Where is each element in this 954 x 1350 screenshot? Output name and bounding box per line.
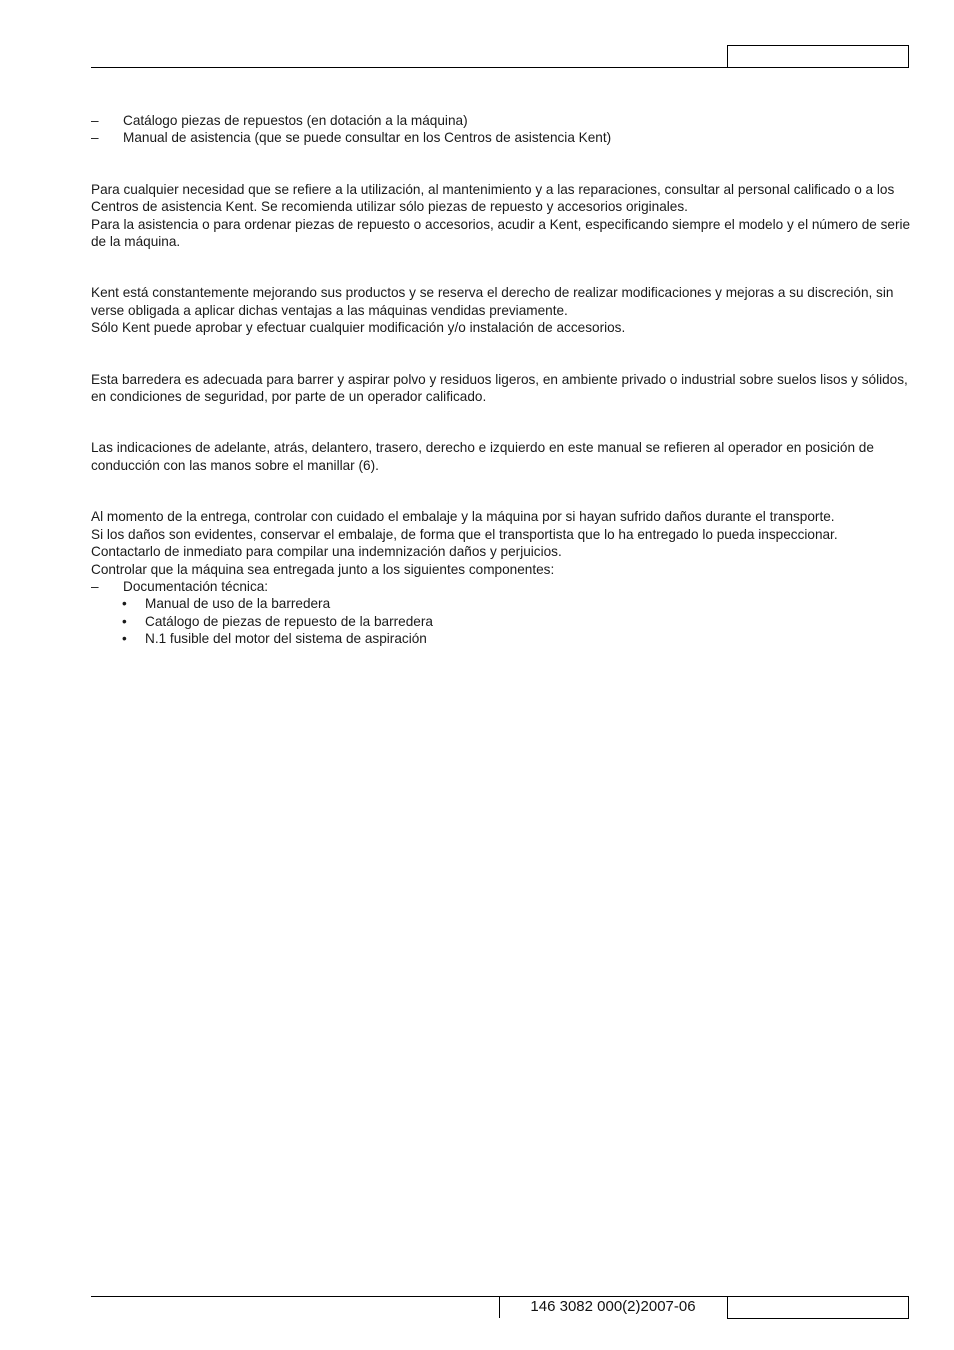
sub-list-item-text: Catálogo de piezas de repuesto de la barredera xyxy=(145,613,433,629)
list-item xyxy=(91,129,911,146)
paragraph: Controlar que la máquina sea entregada junto a los siguientes componentes: xyxy=(91,561,555,577)
bullet-marker: • xyxy=(122,631,127,647)
sub-list-item xyxy=(91,630,911,647)
document-code: 146 3082 000(2)2007-06 xyxy=(530,1298,696,1315)
sub-list-item xyxy=(91,595,911,612)
paragraph: Kent está constantemente mejorando sus productos y se reserva el derecho de realizar modificaciones y mejoras a su discreción, sin verse obligada a aplicar dichas ventajas a las máquinas vendidas previamente. xyxy=(91,285,894,318)
sub-list-item-text: Manual de uso de la barredera xyxy=(145,596,331,612)
dash-marker: – xyxy=(91,130,99,146)
intro-list xyxy=(91,112,911,147)
list-item xyxy=(91,112,911,129)
paragraph: Para la asistencia o para ordenar piezas de repuesto o accesorios, acudir a Kent, especificando siempre el modelo y el número de serie de la máquina. xyxy=(91,216,911,250)
sub-list-item xyxy=(91,613,911,630)
header-box xyxy=(727,45,909,68)
paragraph: Si los daños son evidentes, conservar el embalaje, de forma que el transportista que lo ha entregado lo pueda inspeccionar. xyxy=(91,526,838,542)
section-intended-use xyxy=(91,371,911,406)
sub-list-item-text: N.1 fusible del motor del sistema de aspiración xyxy=(145,631,427,647)
paragraph: Al momento de la entrega, controlar con cuidado el embalaje y la máquina por si hayan sufrido daños durante el transporte. xyxy=(91,509,835,525)
list-item xyxy=(91,578,911,595)
section-conventions xyxy=(91,439,911,474)
dash-marker: – xyxy=(91,113,99,128)
section-modifications xyxy=(91,284,911,336)
list-item-text: Manual de asistencia (que se puede consultar en los Centros de asistencia Kent) xyxy=(123,130,612,146)
section-delivery xyxy=(91,508,911,647)
paragraph: Contactarlo de inmediato para compilar una indemnización daños y perjuicios. xyxy=(91,544,562,560)
dash-marker: – xyxy=(91,578,99,594)
header-rule xyxy=(91,67,727,68)
footer-box xyxy=(727,1296,909,1319)
section-assistance xyxy=(91,181,911,251)
paragraph: Para cualquier necesidad que se refiere a la utilización, al mantenimiento y a las reparaciones, consultar al personal calificado o a los Centros de asistencia Kent. Se recomienda utilizar sólo piezas de repuesto y accesorios originales. xyxy=(91,181,895,215)
document-body xyxy=(91,112,911,648)
paragraph: Las indicaciones de adelante, atrás, delantero, trasero, derecho e izquierdo en este manual se refieren al operador en posición de conducción con las manos sobre el manillar (6). xyxy=(91,440,874,473)
paragraph: Sólo Kent puede aprobar y efectuar cualquier modificación y/o instalación de accesorios. xyxy=(91,320,626,336)
paragraph: Esta barredera es adecuada para barrer y aspirar polvo y residuos ligeros, en ambiente privado o industrial sobre suelos lisos y sólidos, en condiciones de seguridad, por parte de un operador calificado. xyxy=(91,371,908,405)
bullet-marker: • xyxy=(122,613,127,629)
list-item-text: Documentación técnica: xyxy=(123,578,269,594)
bullet-marker: • xyxy=(122,596,127,612)
list-item-text: Catálogo piezas de repuestos (en dotación a la máquina) xyxy=(123,113,468,128)
